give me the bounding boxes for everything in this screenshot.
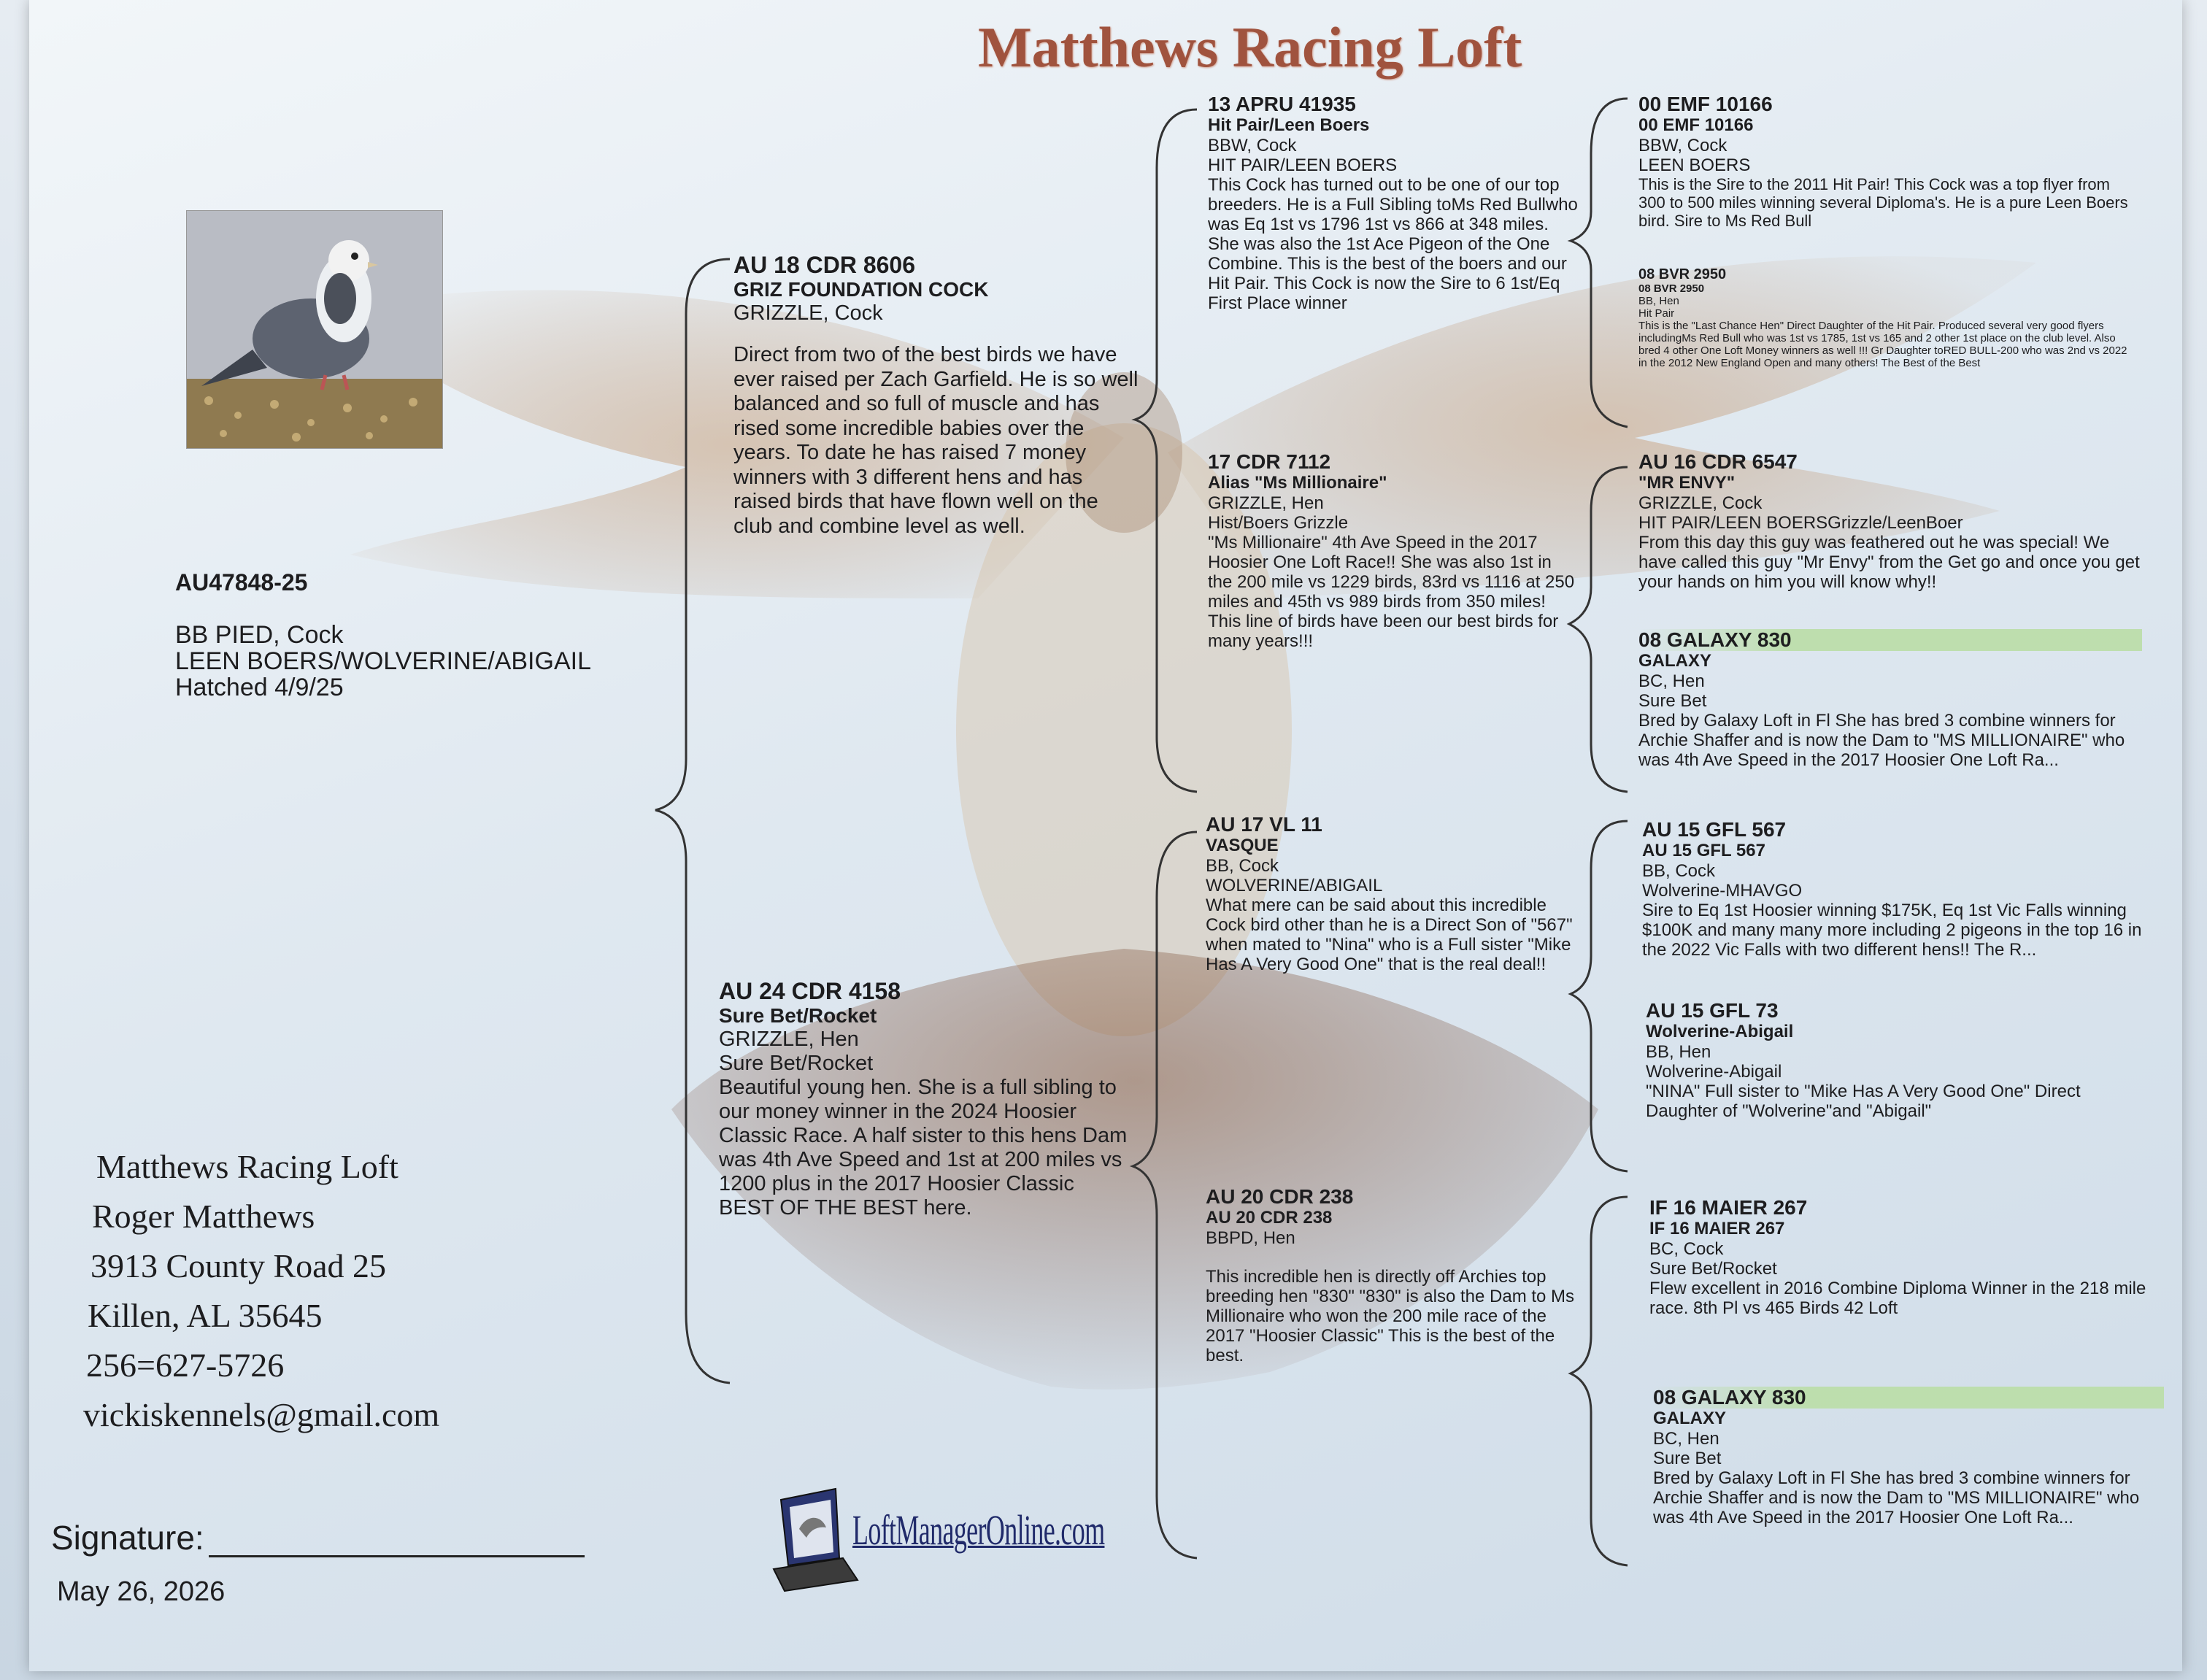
contact-phone: 256=627-5726	[86, 1346, 285, 1384]
gen4-5-name: AU 15 GFL 567	[1642, 841, 1765, 860]
gen4-2-color-sex: BB, Hen	[1638, 295, 1679, 307]
gen3-2-name: Alias "Ms Millionaire"	[1208, 473, 1387, 493]
pedigree-sheet	[29, 0, 2182, 1671]
gen4-card-6	[1646, 1000, 2149, 1121]
gen3-card-2	[1208, 451, 1580, 651]
gen3-3-color-sex: BB, Cock	[1206, 856, 1279, 876]
gen3-3-band: AU 17 VL 11	[1206, 813, 1322, 836]
gen4-4-color-sex: BC, Hen	[1638, 671, 1705, 691]
sire-card	[733, 252, 1142, 539]
gen4-3-name: "MR ENVY"	[1638, 473, 1736, 493]
gen3-4-name: AU 20 CDR 238	[1206, 1208, 1333, 1228]
gen3-1-band: 13 APRU 41935	[1208, 93, 1356, 115]
sire-color-sex: GRIZZLE, Cock	[733, 301, 883, 325]
gen4-8-name: GALAXY	[1653, 1409, 1727, 1428]
gen3-3-notes: What mere can be said about this incredible Cock bird other than he is a Direct Son of "567" when mated to "Nina" who is a Full sister "Mike Has A Very Good One" that is the real deal!!	[1206, 895, 1573, 974]
gen3-1-strain: HIT PAIR/LEEN BOERS	[1208, 155, 1398, 175]
loftmanager-logo	[766, 1485, 1117, 1602]
gen3-2-notes: "Ms Millionaire" 4th Ave Speed in the 2017 Hoosier One Loft Race!! She was also 1st in the 200 mile vs 1229 birds, 83rd vs 1116 at 250 miles and 45th vs 989 birds from 350 miles! This line of birds have been our best birds for many years!!!	[1208, 533, 1575, 651]
page-title: Matthews Racing Loft	[978, 15, 1522, 79]
gen4-card-2	[1638, 266, 2135, 369]
gen4-3-notes: From this day this guy was feathered out he was special! We have called this guy "Mr Envy" from the Get go and once you get your hands on him you will know why!!	[1638, 533, 2140, 592]
gen4-card-7	[1649, 1197, 2153, 1318]
gen4-8-strain: Sure Bet	[1653, 1449, 1722, 1468]
gen4-6-notes: "NINA" Full sister to "Mike Has A Very Good One" Direct Daughter of "Wolverine"and "Abigail"	[1646, 1082, 2081, 1121]
signature-field[interactable]	[51, 1518, 585, 1557]
gen3-1-notes: This Cock has turned out to be one of our top breeders. He is a Full Sibling toMs Red Bullwho was Eq 1st vs 1796 1st vs 866 at 348 miles. She was also the 1st Ace Pigeon of the One Combine. This is the best of the boers and our Hit Pair. This Cock is now the Sire to 6 1st/Eq First Place winner	[1208, 175, 1578, 313]
gen3-2-strain: Hist/Boers Grizzle	[1208, 513, 1349, 533]
signature-line[interactable]	[209, 1522, 585, 1557]
gen4-card-1	[1638, 93, 2135, 230]
subject-hatched: Hatched 4/9/25	[175, 674, 344, 701]
contact-loft: Matthews Racing Loft	[96, 1148, 398, 1185]
logo-text: LoftManagerOnline.com	[852, 1506, 1105, 1554]
gen3-card-1	[1208, 93, 1580, 313]
gen4-3-color-sex: GRIZZLE, Cock	[1638, 493, 1763, 513]
print-date: May 26, 2026	[57, 1576, 226, 1607]
gen4-4-notes: Bred by Galaxy Loft in Fl She has bred 3 combine winners for Archie Shaffer and is now the Dam to "MS MILLIONAIRE" who was 4th Ave Speed in the 2017 Hoosier One Loft Ra...	[1638, 711, 2125, 770]
gen4-1-band: 00 EMF 10166	[1638, 93, 1773, 115]
gen4-1-color-sex: BBW, Cock	[1638, 136, 1728, 155]
sire-band: AU 18 CDR 8606	[733, 252, 915, 278]
gen3-1-color-sex: BBW, Cock	[1208, 136, 1297, 155]
dam-notes: Beautiful young hen. She is a full sibling to our money winner in the 2024 Hoosier Classic Race. A half sister to this hens Dam was 4th Ave Speed and 1st at 200 miles vs 1200 plus in the 2017 Hoosier Classic BEST OF THE BEST here.	[719, 1076, 1128, 1219]
gen4-3-band: AU 16 CDR 6547	[1638, 450, 1798, 473]
gen4-6-name: Wolverine-Abigail	[1646, 1022, 1794, 1041]
subject-band: AU47848-25	[175, 569, 308, 596]
gen4-7-notes: Flew excellent in 2016 Combine Diploma Winner in the 218 mile race. 8th Pl vs 465 Birds 42 Loft	[1649, 1279, 2146, 1318]
gen3-3-strain: WOLVERINE/ABIGAIL	[1206, 876, 1383, 895]
gen4-7-color-sex: BC, Cock	[1649, 1239, 1724, 1259]
gen4-8-band: 08 GALAXY 830	[1653, 1387, 2164, 1409]
gen4-2-name: 08 BVR 2950	[1638, 282, 1705, 295]
gen3-1-name: Hit Pair/Leen Boers	[1208, 115, 1370, 135]
contact-city: Killen, AL 35645	[88, 1297, 323, 1334]
gen4-4-band: 08 GALAXY 830	[1638, 629, 2142, 651]
sire-notes: Direct from two of the best birds we have ever raised per Zach Garfield. He is so well balanced and so full of muscle and has rised some incredible babies over the years. To date he has raised 7 money winners with 3 different hens and has raised birds that have flown well on the club and combine level as well.	[733, 343, 1139, 538]
gen4-3-strain: HIT PAIR/LEEN BOERSGrizzle/LeenBoer	[1638, 513, 1963, 533]
gen3-2-band: 17 CDR 7112	[1208, 450, 1331, 473]
gen3-4-notes: This incredible hen is directly off Archies top breeding hen "830" "830" is also the Dam to Ms Millionaire who won the 200 mile race of the 2017 "Hoosier Classic" This is the best of the best.	[1206, 1267, 1575, 1365]
gen3-3-name: VASQUE	[1206, 836, 1279, 855]
gen4-5-color-sex: BB, Cock	[1642, 861, 1716, 881]
gen3-2-color-sex: GRIZZLE, Hen	[1208, 493, 1324, 513]
contact-email[interactable]: vickiskennels@gmail.com	[83, 1396, 440, 1433]
gen4-5-strain: Wolverine-MHAVGO	[1642, 881, 1803, 901]
contact-address: 3913 County Road 25	[90, 1247, 387, 1284]
gen4-2-notes: This is the "Last Chance Hen" Direct Daughter of the Hit Pair. Produced several very good flyers includingMs Red Bull who was 1st vs 1785, 1st vs 165 and 2 other 1st place on the club level. Also bred 4 other One Loft Money winners as well !!! Gr Daughter toRED BULL-200 who was 2nd vs 2022 in the 2012 New England Open and many others! The Best of the Best	[1638, 320, 2127, 369]
gen4-card-3	[1638, 451, 2142, 592]
gen3-card-4	[1206, 1186, 1578, 1365]
subject-color-sex: BB PIED, Cock	[175, 621, 344, 649]
subject-pigeon	[175, 569, 657, 701]
laptop-icon	[766, 1485, 861, 1595]
gen4-7-name: IF 16 MAIER 267	[1649, 1219, 1785, 1238]
gen4-2-band: 08 BVR 2950	[1638, 266, 1727, 282]
gen4-1-strain: LEEN BOERS	[1638, 155, 1751, 175]
gen4-6-band: AU 15 GFL 73	[1646, 999, 1779, 1022]
gen4-4-strain: Sure Bet	[1638, 691, 1707, 711]
gen4-4-name: GALAXY	[1638, 651, 1712, 671]
dam-band: AU 24 CDR 4158	[719, 978, 901, 1004]
gen4-6-color-sex: BB, Hen	[1646, 1042, 1711, 1062]
pigeon-photo	[186, 210, 443, 449]
gen4-8-color-sex: BC, Hen	[1653, 1429, 1719, 1449]
contact-name: Roger Matthews	[92, 1198, 315, 1235]
gen3-4-band: AU 20 CDR 238	[1206, 1185, 1354, 1208]
signature-label: Signature:	[51, 1519, 204, 1557]
gen4-card-8	[1653, 1387, 2164, 1527]
contact-info	[80, 1142, 439, 1440]
gen4-5-band: AU 15 GFL 567	[1642, 818, 1787, 841]
gen4-2-strain: Hit Pair	[1638, 307, 1675, 320]
gen4-7-strain: Sure Bet/Rocket	[1649, 1259, 1777, 1279]
gen3-card-3	[1206, 814, 1578, 974]
sire-name: GRIZ FOUNDATION COCK	[733, 278, 989, 301]
gen4-5-notes: Sire to Eq 1st Hoosier winning $175K, Eq 1st Vic Falls winning $100K and many many more including 2 pigeons in the top 16 in the 2022 Vic Falls with two different hens!! The R...	[1642, 901, 2142, 960]
gen4-card-4	[1638, 629, 2142, 770]
subject-strain: LEEN BOERS/WOLVERINE/ABIGAIL	[175, 647, 591, 675]
gen4-7-band: IF 16 MAIER 267	[1649, 1196, 1808, 1219]
gen4-1-notes: This is the Sire to the 2011 Hit Pair! This Cock was a top flyer from 300 to 500 miles winning several Diploma's. He is a pure Leen Boers bird. Sire to Ms Red Bull	[1638, 175, 2128, 230]
dam-color-sex: GRIZZLE, Hen	[719, 1028, 859, 1051]
dam-name: Sure Bet/Rocket	[719, 1004, 877, 1027]
gen3-4-color-sex: BBPD, Hen	[1206, 1228, 1295, 1248]
gen4-card-5	[1642, 819, 2146, 960]
dam-strain: Sure Bet/Rocket	[719, 1052, 874, 1075]
gen4-6-strain: Wolverine-Abigail	[1646, 1062, 1782, 1082]
gen4-8-notes: Bred by Galaxy Loft in Fl She has bred 3 combine winners for Archie Shaffer and is now the Dam to "MS MILLIONAIRE" who was 4th Ave Speed in the 2017 Hoosier One Loft Ra...	[1653, 1468, 2140, 1527]
dam-card	[719, 978, 1135, 1220]
gen4-1-name: 00 EMF 10166	[1638, 115, 1754, 135]
